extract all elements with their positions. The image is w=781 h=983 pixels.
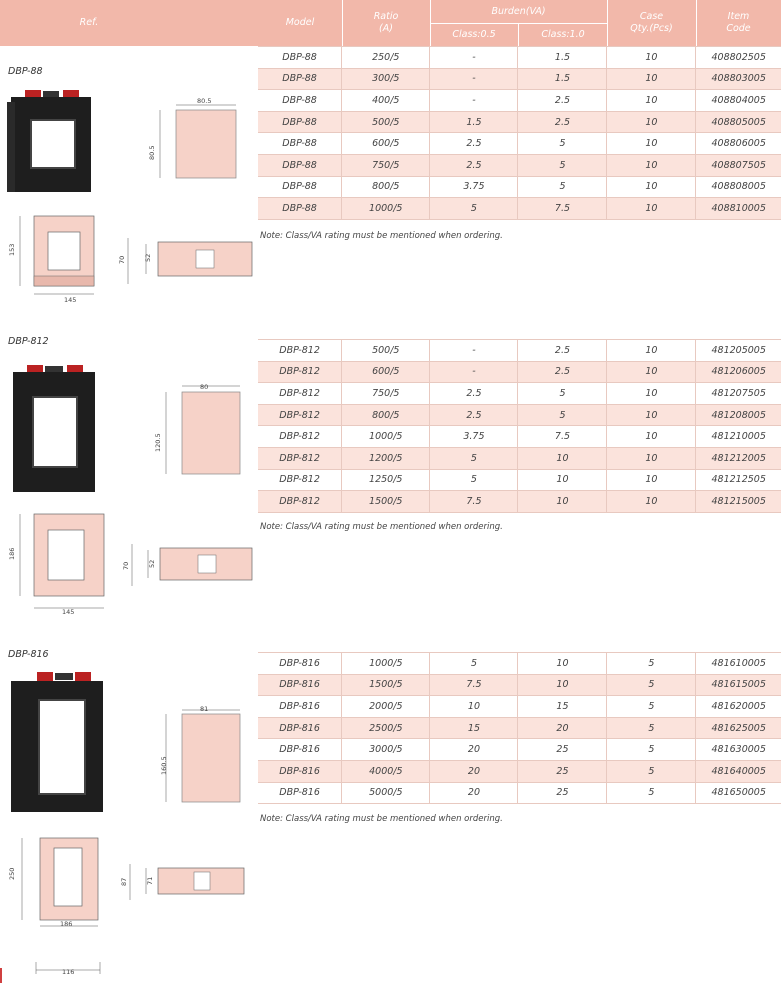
header-case-line1: Case [639, 11, 664, 22]
cell-item-code: 481212505 [696, 469, 781, 491]
table-row [258, 133, 781, 155]
header-case-line2: Qty.(Pcs) [630, 23, 673, 34]
dim-end-outer-dbp88: 70 [118, 255, 126, 264]
cell-ratio: 750/5 [342, 154, 430, 176]
table-row [258, 491, 781, 513]
table-row [258, 447, 781, 469]
table-row [258, 154, 781, 176]
cell-case-qty: 10 [607, 361, 696, 383]
cell-class05: 10 [430, 696, 518, 718]
cell-model: DBP-812 [258, 404, 342, 426]
cell-class10: 1.5 [518, 68, 607, 90]
cell-model: DBP-816 [258, 760, 342, 782]
cell-item-code: 408804005 [696, 90, 781, 112]
cell-class10: 10 [518, 469, 607, 491]
cell-class10: 5 [518, 176, 607, 198]
dim-side-w-dbp812: 145 [62, 608, 75, 616]
front-drawing-dbp816 [150, 704, 245, 804]
table-row [258, 696, 781, 718]
cell-class10: 5 [518, 404, 607, 426]
table-row [258, 361, 781, 383]
dim-front-w-dbp816: 81 [200, 705, 209, 713]
cell-model: DBP-88 [258, 154, 342, 176]
header-burden: Burden(VA) [491, 5, 546, 17]
cell-case-qty: 10 [607, 154, 696, 176]
cell-item-code: 481206005 [696, 361, 781, 383]
cell-class10: 5 [518, 154, 607, 176]
cell-case-qty: 10 [607, 111, 696, 133]
cell-ratio: 3000/5 [342, 739, 430, 761]
cell-item-code: 481630005 [696, 739, 781, 761]
cell-class10: 2.5 [518, 111, 607, 133]
cell-ratio: 1000/5 [342, 426, 430, 448]
cell-ratio: 1500/5 [342, 491, 430, 513]
cell-class10: 10 [518, 447, 607, 469]
cell-ratio: 250/5 [342, 47, 430, 69]
cell-model: DBP-88 [258, 111, 342, 133]
cell-ratio: 5000/5 [342, 782, 430, 804]
table-row [258, 469, 781, 491]
cell-model: DBP-816 [258, 674, 342, 696]
cell-item-code: 481210005 [696, 426, 781, 448]
cell-class05: 1.5 [430, 111, 518, 133]
cell-class10: 5 [518, 383, 607, 405]
cell-class05: 7.5 [430, 491, 518, 513]
cell-case-qty: 10 [607, 426, 696, 448]
table-row [258, 383, 781, 405]
header-ref: Ref. [79, 17, 99, 28]
cell-class10: 7.5 [518, 426, 607, 448]
front-drawing-dbp812 [148, 378, 243, 478]
table-row [258, 760, 781, 782]
cell-model: DBP-816 [258, 717, 342, 739]
table-header [0, 0, 781, 46]
section-label-dbp812: DBP-812 [8, 336, 49, 347]
cell-ratio: 750/5 [342, 383, 430, 405]
cell-class10: 25 [518, 760, 607, 782]
table-row [258, 111, 781, 133]
dim-end-outer-dbp816: 87 [120, 877, 128, 886]
cell-case-qty: 10 [607, 176, 696, 198]
cell-case-qty: 10 [607, 68, 696, 90]
product-photo-dbp816 [5, 672, 105, 814]
cell-case-qty: 5 [607, 653, 696, 675]
cell-model: DBP-88 [258, 176, 342, 198]
cell-case-qty: 5 [607, 782, 696, 804]
cell-case-qty: 10 [607, 133, 696, 155]
table-row [258, 176, 781, 198]
cell-class10: 7.5 [518, 198, 607, 220]
cell-class05: 2.5 [430, 133, 518, 155]
cell-class05: 20 [430, 739, 518, 761]
cell-class05: 15 [430, 717, 518, 739]
side-drawing-dbp816 [8, 832, 108, 932]
cell-item-code: 481205005 [696, 340, 781, 362]
cell-class05: 20 [430, 782, 518, 804]
header-model: Model [285, 17, 315, 28]
cell-case-qty: 10 [607, 47, 696, 69]
table-row [258, 717, 781, 739]
cell-model: DBP-812 [258, 469, 342, 491]
cell-item-code: 481212005 [696, 447, 781, 469]
cell-ratio: 500/5 [342, 340, 430, 362]
dim-side-h-dbp812: 186 [8, 547, 16, 560]
cell-class05: - [430, 47, 518, 69]
cell-ratio: 400/5 [342, 90, 430, 112]
header-item-code [696, 0, 781, 46]
cell-item-code: 481640005 [696, 760, 781, 782]
cell-model: DBP-88 [258, 68, 342, 90]
cell-ratio: 600/5 [342, 361, 430, 383]
cell-class05: 5 [430, 447, 518, 469]
cell-class10: 20 [518, 717, 607, 739]
cell-case-qty: 5 [607, 674, 696, 696]
dim-front-h-dbp816: 160.5 [160, 756, 168, 775]
cell-class05: 5 [430, 198, 518, 220]
cell-class10: 1.5 [518, 47, 607, 69]
cell-item-code: 408808005 [696, 176, 781, 198]
cell-model: DBP-812 [258, 340, 342, 362]
table-row [258, 426, 781, 448]
front-drawing-dbp88 [140, 95, 240, 185]
dim-end-outer-dbp812: 70 [122, 561, 130, 570]
dim-bottom-w-dbp816: 116 [62, 968, 75, 976]
dim-side-w-dbp88: 145 [64, 296, 77, 304]
cell-class05: 2.5 [430, 383, 518, 405]
cell-model: DBP-816 [258, 739, 342, 761]
cell-case-qty: 10 [607, 90, 696, 112]
dim-front-h-dbp88: 80.5 [148, 145, 156, 160]
cell-item-code: 481215005 [696, 491, 781, 513]
section-label-dbp88: DBP-88 [8, 66, 43, 77]
cell-model: DBP-812 [258, 447, 342, 469]
cell-item-code: 481650005 [696, 782, 781, 804]
product-photo-dbp812 [5, 365, 100, 495]
cell-class05: 3.75 [430, 426, 518, 448]
cell-class05: 7.5 [430, 674, 518, 696]
header-class05: Class:0.5 [452, 29, 496, 40]
table-row [258, 90, 781, 112]
cell-class10: 25 [518, 782, 607, 804]
cell-class05: - [430, 68, 518, 90]
header-item-line1: Item [727, 11, 750, 22]
cell-class10: 2.5 [518, 340, 607, 362]
cell-model: DBP-88 [258, 47, 342, 69]
dim-front-h-dbp812: 120.5 [154, 433, 162, 452]
note-dbp812: Note: Class/VA rating must be mentioned when ordering. [260, 522, 503, 532]
cell-model: DBP-812 [258, 383, 342, 405]
cell-class10: 25 [518, 739, 607, 761]
cell-class10: 10 [518, 674, 607, 696]
cell-model: DBP-88 [258, 133, 342, 155]
cell-class10: 10 [518, 653, 607, 675]
cell-class05: 2.5 [430, 404, 518, 426]
cell-model: DBP-88 [258, 198, 342, 220]
cell-class10: 2.5 [518, 90, 607, 112]
cell-class10: 10 [518, 491, 607, 513]
table-row [258, 674, 781, 696]
header-ratio-line1: Ratio [373, 11, 399, 22]
header-ratio [342, 0, 430, 46]
cell-item-code: 408810005 [696, 198, 781, 220]
spec-table-dbp812 [258, 339, 781, 513]
cell-ratio: 500/5 [342, 111, 430, 133]
product-photo-dbp88 [5, 90, 95, 194]
dim-end-inner-dbp816: 71 [146, 876, 154, 885]
table-row [258, 782, 781, 804]
cell-case-qty: 10 [607, 383, 696, 405]
cell-item-code: 481208005 [696, 404, 781, 426]
cell-class05: 2.5 [430, 154, 518, 176]
cell-class10: 2.5 [518, 361, 607, 383]
dim-side-h-dbp88: 153 [8, 243, 16, 256]
cell-case-qty: 10 [607, 340, 696, 362]
side-drawing-dbp812 [8, 508, 108, 616]
cell-case-qty: 5 [607, 696, 696, 718]
cell-item-code: 481625005 [696, 717, 781, 739]
cell-ratio: 1000/5 [342, 653, 430, 675]
note-dbp88: Note: Class/VA rating must be mentioned when ordering. [260, 231, 503, 241]
cell-item-code: 481620005 [696, 696, 781, 718]
cell-ratio: 2000/5 [342, 696, 430, 718]
note-dbp816: Note: Class/VA rating must be mentioned when ordering. [260, 814, 503, 824]
cell-case-qty: 5 [607, 717, 696, 739]
cell-class05: - [430, 90, 518, 112]
cell-ratio: 1500/5 [342, 674, 430, 696]
cell-case-qty: 10 [607, 198, 696, 220]
cell-model: DBP-816 [258, 653, 342, 675]
cell-item-code: 408802505 [696, 47, 781, 69]
cell-class05: - [430, 340, 518, 362]
end-drawing-dbp816 [118, 860, 248, 904]
cell-model: DBP-812 [258, 426, 342, 448]
cell-case-qty: 5 [607, 739, 696, 761]
header-class10: Class:1.0 [541, 29, 585, 40]
cell-item-code: 408807505 [696, 154, 781, 176]
cell-model: DBP-88 [258, 90, 342, 112]
end-drawing-dbp88 [116, 234, 256, 292]
cell-ratio: 1000/5 [342, 198, 430, 220]
cell-item-code: 408806005 [696, 133, 781, 155]
table-row [258, 653, 781, 675]
cell-item-code: 481615005 [696, 674, 781, 696]
cell-class10: 15 [518, 696, 607, 718]
table-row [258, 404, 781, 426]
table-row [258, 68, 781, 90]
cell-ratio: 600/5 [342, 133, 430, 155]
table-row [258, 198, 781, 220]
side-drawing-dbp88 [8, 210, 108, 306]
cell-model: DBP-812 [258, 361, 342, 383]
cell-model: DBP-812 [258, 491, 342, 513]
cell-case-qty: 10 [607, 469, 696, 491]
cell-ratio: 300/5 [342, 68, 430, 90]
cell-ratio: 1200/5 [342, 447, 430, 469]
cell-ratio: 2500/5 [342, 717, 430, 739]
cell-class05: - [430, 361, 518, 383]
table-row [258, 739, 781, 761]
cell-class05: 5 [430, 653, 518, 675]
table-row [258, 47, 781, 69]
cell-ratio: 800/5 [342, 176, 430, 198]
dim-front-w-dbp88: 80.5 [197, 97, 212, 105]
header-ratio-line2: (A) [379, 23, 393, 34]
cell-item-code: 408805005 [696, 111, 781, 133]
header-case [607, 0, 696, 46]
cell-model: DBP-816 [258, 696, 342, 718]
cell-item-code: 481610005 [696, 653, 781, 675]
cell-ratio: 1250/5 [342, 469, 430, 491]
cell-class05: 20 [430, 760, 518, 782]
cell-item-code: 408803005 [696, 68, 781, 90]
cell-case-qty: 10 [607, 491, 696, 513]
dim-end-inner-dbp88: 52 [144, 253, 152, 262]
spec-table-dbp816 [258, 652, 781, 804]
page-edge-mark [0, 968, 2, 983]
section-label-dbp816: DBP-816 [8, 649, 49, 660]
dim-side-h-dbp816: 250 [8, 867, 16, 880]
cell-model: DBP-816 [258, 782, 342, 804]
cell-case-qty: 5 [607, 760, 696, 782]
header-item-line2: Code [726, 23, 751, 34]
cell-item-code: 481207505 [696, 383, 781, 405]
cell-case-qty: 10 [607, 404, 696, 426]
cell-class05: 5 [430, 469, 518, 491]
table-row [258, 340, 781, 362]
cell-ratio: 4000/5 [342, 760, 430, 782]
cell-ratio: 800/5 [342, 404, 430, 426]
cell-case-qty: 10 [607, 447, 696, 469]
cell-class05: 3.75 [430, 176, 518, 198]
dim-end-inner-dbp812: 52 [148, 559, 156, 568]
dim-side-w-dbp816: 186 [60, 920, 73, 928]
cell-class10: 5 [518, 133, 607, 155]
dim-front-w-dbp812: 80 [200, 383, 209, 391]
spec-table-dbp88 [258, 46, 781, 220]
end-drawing-dbp812 [120, 540, 256, 592]
